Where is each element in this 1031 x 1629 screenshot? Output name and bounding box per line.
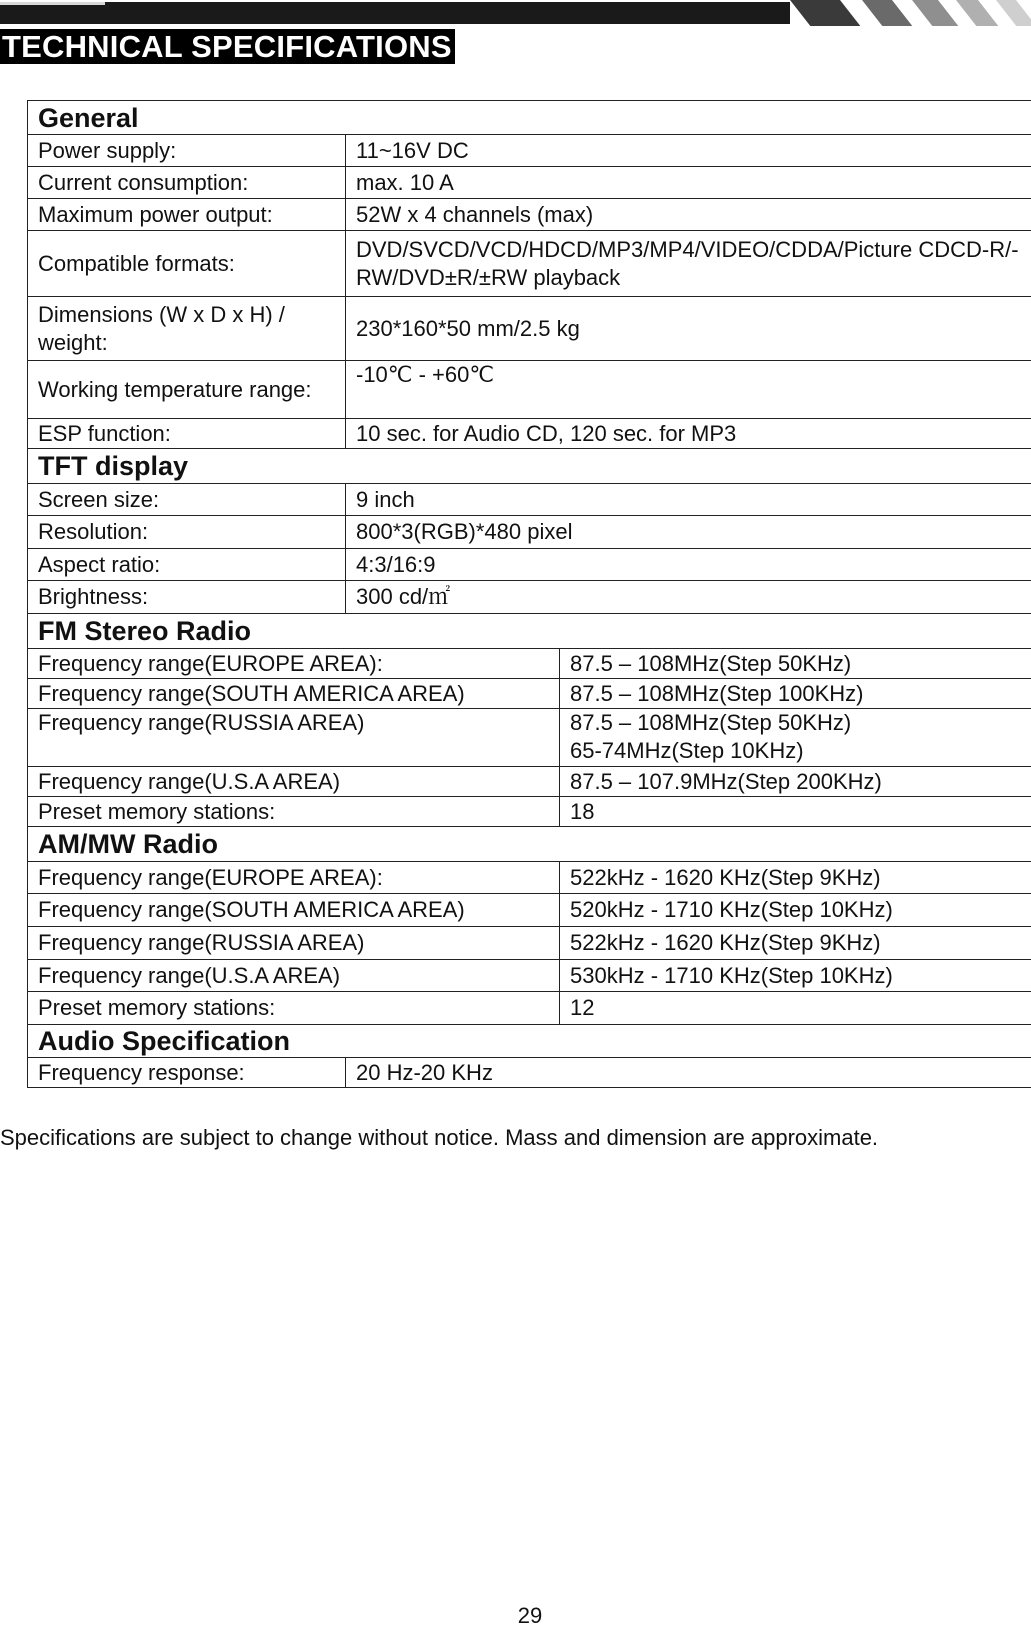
section-heading-fm: FM Stereo Radio bbox=[28, 614, 1031, 649]
spec-label: Working temperature range: bbox=[28, 361, 346, 419]
table-row bbox=[28, 960, 1031, 992]
spec-value: -10℃ - +60℃ bbox=[346, 361, 1031, 419]
table-row bbox=[28, 549, 1031, 581]
spec-label: Frequency range(SOUTH AMERICA AREA) bbox=[28, 894, 560, 927]
spec-label: Brightness: bbox=[28, 581, 346, 614]
spec-label: Power supply: bbox=[28, 135, 346, 167]
section-row bbox=[28, 1025, 1031, 1058]
page-number: 29 bbox=[517, 1603, 543, 1628]
spec-label: Frequency range(RUSSIA AREA) bbox=[28, 709, 560, 767]
spec-value: 18 bbox=[560, 797, 1031, 827]
table-row bbox=[28, 361, 1031, 419]
spec-table bbox=[27, 100, 1031, 1088]
spec-value: 522kHz - 1620 KHz(Step 9KHz) bbox=[560, 927, 1031, 960]
spec-value: 11~16V DC bbox=[346, 135, 1031, 167]
table-row bbox=[28, 797, 1031, 827]
spec-label: Resolution: bbox=[28, 516, 346, 549]
table-row bbox=[28, 649, 1031, 679]
footnote: Specifications are subject to change without notice. Mass and dimension are approximate. bbox=[0, 1125, 879, 1150]
spec-value: 520kHz - 1710 KHz(Step 10KHz) bbox=[560, 894, 1031, 927]
header-bar bbox=[0, 2, 790, 24]
spec-value: 800*3(RGB)*480 pixel bbox=[346, 516, 1031, 549]
spec-value: 87.5 – 107.9MHz(Step 200KHz) bbox=[560, 767, 1031, 797]
spec-value: 522kHz - 1620 KHz(Step 9KHz) bbox=[560, 862, 1031, 894]
table-row bbox=[28, 709, 1031, 767]
spec-value: 87.5 – 108MHz(Step 50KHz) bbox=[560, 649, 1031, 679]
spec-value-line: 65-74MHz(Step 10KHz) bbox=[570, 738, 804, 763]
page-title: TECHNICAL SPECIFICATIONS bbox=[0, 29, 455, 64]
spec-label: Aspect ratio: bbox=[28, 549, 346, 581]
spec-label: Screen size: bbox=[28, 484, 346, 516]
spec-label: Frequency range(EUROPE AREA): bbox=[28, 862, 560, 894]
spec-label: Compatible formats: bbox=[28, 231, 346, 297]
spec-value: 9 inch bbox=[346, 484, 1031, 516]
spec-label: Preset memory stations: bbox=[28, 992, 560, 1025]
section-row bbox=[28, 614, 1031, 649]
spec-value: 530kHz - 1710 KHz(Step 10KHz) bbox=[560, 960, 1031, 992]
spec-value: DVD/SVCD/VCD/HDCD/MP3/MP4/VIDEO/CDDA/Picture CDCD-R/-RW/DVD±R/±RW playback bbox=[346, 231, 1031, 297]
header-highlight bbox=[0, 2, 105, 5]
header-stripe bbox=[956, 0, 998, 26]
table-row bbox=[28, 419, 1031, 449]
spec-label: Preset memory stations: bbox=[28, 797, 560, 827]
spec-label: Frequency range(U.S.A AREA) bbox=[28, 767, 560, 797]
spec-label: Frequency range(EUROPE AREA): bbox=[28, 649, 560, 679]
table-row bbox=[28, 167, 1031, 199]
table-row bbox=[28, 894, 1031, 927]
header-stripe bbox=[912, 0, 958, 26]
section-heading-tft: TFT display bbox=[28, 449, 1031, 484]
section-row bbox=[28, 827, 1031, 862]
header-stripe bbox=[790, 0, 860, 26]
spec-value: 20 Hz-20 KHz bbox=[346, 1058, 1031, 1088]
spec-label: Current consumption: bbox=[28, 167, 346, 199]
table-row bbox=[28, 135, 1031, 167]
spec-value: 300 cd/㎡ bbox=[346, 581, 1031, 614]
spec-value-multiline bbox=[560, 709, 1031, 767]
spec-value: 230*160*50 mm/2.5 kg bbox=[346, 297, 1031, 361]
table-row bbox=[28, 484, 1031, 516]
spec-value: 10 sec. for Audio CD, 120 sec. for MP3 bbox=[346, 419, 1031, 449]
spec-label: Maximum power output: bbox=[28, 199, 346, 231]
table-row bbox=[28, 767, 1031, 797]
table-row bbox=[28, 297, 1031, 361]
section-heading-audio: Audio Specification bbox=[28, 1025, 1031, 1058]
spec-value-line: 87.5 – 108MHz(Step 50KHz) bbox=[570, 710, 852, 735]
header-stripe bbox=[996, 0, 1031, 26]
header-stripe bbox=[862, 0, 912, 26]
table-row bbox=[28, 199, 1031, 231]
spec-label: Frequency range(RUSSIA AREA) bbox=[28, 927, 560, 960]
spec-label: Dimensions (W x D x H) / weight: bbox=[28, 297, 346, 361]
section-row bbox=[28, 101, 1031, 135]
spec-value: 12 bbox=[560, 992, 1031, 1025]
table-row bbox=[28, 1058, 1031, 1088]
table-row bbox=[28, 927, 1031, 960]
spec-value: max. 10 A bbox=[346, 167, 1031, 199]
table-row bbox=[28, 992, 1031, 1025]
table-row bbox=[28, 231, 1031, 297]
section-heading-am: AM/MW Radio bbox=[28, 827, 1031, 862]
section-heading-general: General bbox=[28, 101, 1031, 135]
spec-value: 52W x 4 channels (max) bbox=[346, 199, 1031, 231]
spec-value: 4:3/16:9 bbox=[346, 549, 1031, 581]
table-row bbox=[28, 679, 1031, 709]
spec-value: 87.5 – 108MHz(Step 100KHz) bbox=[560, 679, 1031, 709]
spec-label: Frequency range(U.S.A AREA) bbox=[28, 960, 560, 992]
spec-label: Frequency range(SOUTH AMERICA AREA) bbox=[28, 679, 560, 709]
spec-label: Frequency response: bbox=[28, 1058, 346, 1088]
table-row bbox=[28, 516, 1031, 549]
header-band bbox=[0, 0, 1031, 26]
table-row bbox=[28, 862, 1031, 894]
table-row bbox=[28, 581, 1031, 614]
section-row bbox=[28, 449, 1031, 484]
spec-label: ESP function: bbox=[28, 419, 346, 449]
